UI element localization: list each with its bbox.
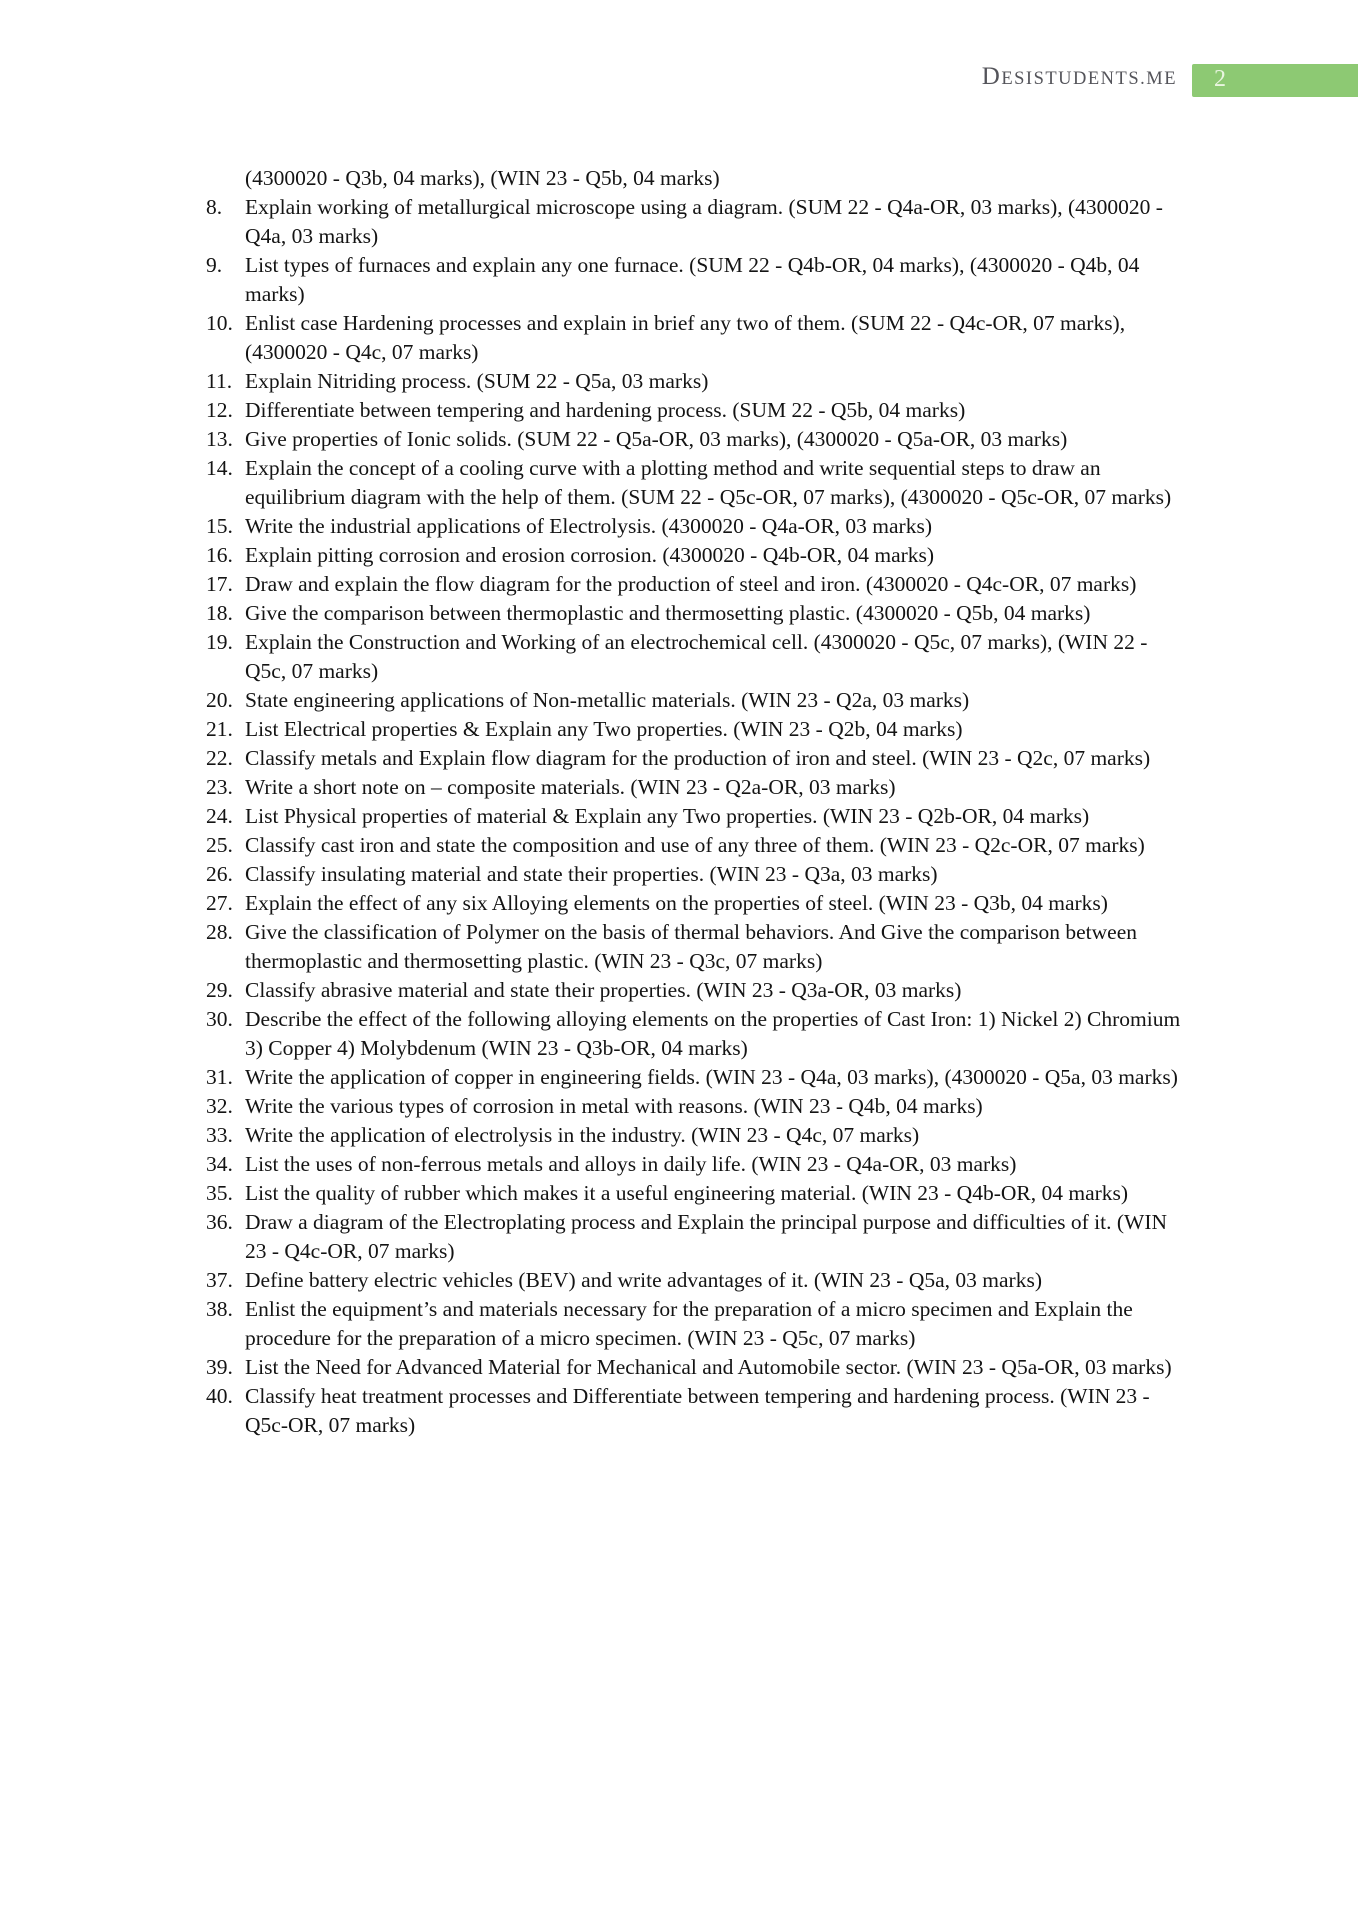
item-number: 9. (206, 253, 223, 277)
list-item (206, 1005, 1190, 1063)
item-text: Give the comparison between thermoplastic and thermosetting plastic. (4300020 - Q5b, 04 marks) (245, 601, 1091, 625)
item-number: 31. (206, 1065, 233, 1089)
item-number: 33. (206, 1123, 233, 1147)
item-number: 28. (206, 920, 233, 944)
item-number: 25. (206, 833, 233, 857)
items-container (206, 193, 1190, 1440)
item-number: 27. (206, 891, 233, 915)
item-number: 8. (206, 195, 223, 219)
list-item (206, 715, 1190, 744)
item-text: List the quality of rubber which makes it a useful engineering material. (WIN 23 - Q4b-OR, 04 marks) (245, 1181, 1129, 1205)
item-number: 38. (206, 1297, 233, 1321)
item-number: 37. (206, 1268, 233, 1292)
item-number: 16. (206, 543, 233, 567)
item-text: Explain pitting corrosion and erosion corrosion. (4300020 - Q4b-OR, 04 marks) (245, 543, 935, 567)
list-item (206, 570, 1190, 599)
item-text: Enlist the equipment’s and materials necessary for the preparation of a micro specimen and Explain the procedure for the preparation of a micro specimen. (WIN 23 - Q5c, 07 marks) (245, 1297, 1133, 1350)
list-item (206, 889, 1190, 918)
item-text: Define battery electric vehicles (BEV) and write advantages of it. (WIN 23 - Q5a, 03 marks) (245, 1268, 1042, 1292)
item-text: Classify insulating material and state their properties. (WIN 23 - Q3a, 03 marks) (245, 862, 938, 886)
item-number: 23. (206, 775, 233, 799)
item-text: Enlist case Hardening processes and explain in brief any two of them. (SUM 22 - Q4c-OR, 07 marks), (4300020 - Q4c, 07 marks) (245, 311, 1126, 364)
item-text: Explain Nitriding process. (SUM 22 - Q5a, 03 marks) (245, 369, 709, 393)
list-item (206, 1063, 1190, 1092)
item-text: Classify cast iron and state the composition and use of any three of them. (WIN 23 - Q2c-OR, 07 marks) (245, 833, 1145, 857)
list-item (206, 454, 1190, 512)
page-header (0, 0, 1358, 120)
list-item (206, 1179, 1190, 1208)
item-text: Explain working of metallurgical microscope using a diagram. (SUM 22 - Q4a-OR, 03 marks), (4300020 - Q4a, 03 marks) (245, 195, 1163, 248)
list-item (206, 918, 1190, 976)
list-item (206, 1353, 1190, 1382)
list-item (206, 309, 1190, 367)
item-number: 40. (206, 1384, 233, 1408)
item-text: Classify heat treatment processes and Differentiate between tempering and hardening process. (WIN 23 - Q5c-OR, 07 marks) (245, 1384, 1150, 1437)
item-text: List Electrical properties & Explain any Two properties. (WIN 23 - Q2b, 04 marks) (245, 717, 963, 741)
item-text: Give properties of Ionic solids. (SUM 22 - Q5a-OR, 03 marks), (4300020 - Q5a-OR, 03 marks) (245, 427, 1068, 451)
list-item (206, 860, 1190, 889)
item-number: 30. (206, 1007, 233, 1031)
list-item (206, 367, 1190, 396)
list-item (206, 1121, 1190, 1150)
item-number: 11. (206, 369, 233, 393)
list-item (206, 1266, 1190, 1295)
item-text: Explain the effect of any six Alloying elements on the properties of steel. (WIN 23 - Q3b, 04 marks) (245, 891, 1108, 915)
item-number: 36. (206, 1210, 233, 1234)
item-number: 39. (206, 1355, 233, 1379)
item-text: Write the various types of corrosion in metal with reasons. (WIN 23 - Q4b, 04 marks) (245, 1094, 983, 1118)
list-item (206, 396, 1190, 425)
page-number: 2 (1214, 66, 1226, 92)
list-item (206, 1150, 1190, 1179)
list-item (206, 686, 1190, 715)
item-number: 29. (206, 978, 233, 1002)
site-brand (982, 60, 1177, 93)
list-item (206, 976, 1190, 1005)
item-number: 32. (206, 1094, 233, 1118)
item-number: 26. (206, 862, 233, 886)
item-text: Write a short note on – composite materials. (WIN 23 - Q2a-OR, 03 marks) (245, 775, 896, 799)
item-text: Draw a diagram of the Electroplating process and Explain the principal purpose and difficulties of it. (WIN 23 - Q4c-OR, 07 marks) (245, 1210, 1168, 1263)
item-number: 24. (206, 804, 233, 828)
item-number: 22. (206, 746, 233, 770)
item-text: Classify metals and Explain flow diagram for the production of iron and steel. (WIN 23 - Q2c, 07 marks) (245, 746, 1151, 770)
item-text: Write the application of electrolysis in the industry. (WIN 23 - Q4c, 07 marks) (245, 1123, 920, 1147)
item-text: Write the application of copper in engineering fields. (WIN 23 - Q4a, 03 marks), (4300020 - Q5a, 03 marks) (245, 1065, 1178, 1089)
list-item (206, 251, 1190, 309)
list-item (206, 802, 1190, 831)
item-number: 17. (206, 572, 233, 596)
list-item (206, 193, 1190, 251)
item-text: List the Need for Advanced Material for Mechanical and Automobile sector. (WIN 23 - Q5a-OR, 03 marks) (245, 1355, 1172, 1379)
item-number: 12. (206, 398, 233, 422)
item-text: Classify abrasive material and state their properties. (WIN 23 - Q3a-OR, 03 marks) (245, 978, 962, 1002)
item-number: 34. (206, 1152, 233, 1176)
item-number: 10. (206, 311, 233, 335)
item-text: Explain the concept of a cooling curve with a plotting method and write sequential steps to draw an equilibrium diagram with the help of them. (SUM 22 - Q5c-OR, 07 marks), (4300020 - Q5c-OR, 07 marks) (245, 456, 1172, 509)
item-number: 19. (206, 630, 233, 654)
item-text: State engineering applications of Non-metallic materials. (WIN 23 - Q2a, 03 marks) (245, 688, 970, 712)
item-text: Describe the effect of the following alloying elements on the properties of Cast Iron: 1) Nickel 2) Chromium 3) Copper 4) Molybdenum (WIN 23 - Q3b-OR, 04 marks) (245, 1007, 1181, 1060)
list-item (206, 831, 1190, 860)
list-item (206, 628, 1190, 686)
item-text: List Physical properties of material & Explain any Two properties. (WIN 23 - Q2b-OR, 04 marks) (245, 804, 1090, 828)
item-text: Draw and explain the flow diagram for the production of steel and iron. (4300020 - Q4c-OR, 07 marks) (245, 572, 1137, 596)
item-text: Differentiate between tempering and hardening process. (SUM 22 - Q5b, 04 marks) (245, 398, 966, 422)
list-item (206, 541, 1190, 570)
list-item (206, 1295, 1190, 1353)
item-number: 13. (206, 427, 233, 451)
item-number: 21. (206, 717, 233, 741)
item-text: Write the industrial applications of Electrolysis. (4300020 - Q4a-OR, 03 marks) (245, 514, 932, 538)
list-item (206, 1208, 1190, 1266)
item-text: List types of furnaces and explain any one furnace. (SUM 22 - Q4b-OR, 04 marks), (4300020 - Q4b, 04 marks) (245, 253, 1140, 306)
brand-initial: D (981, 63, 1002, 90)
item-number: 20. (206, 688, 233, 712)
item-number: 35. (206, 1181, 233, 1205)
item-number: 14. (206, 456, 233, 480)
list-item (206, 599, 1190, 628)
item-text: Explain the Construction and Working of an electrochemical cell. (4300020 - Q5c, 07 marks), (WIN 22 - Q5c, 07 marks) (245, 630, 1148, 683)
list-item (206, 773, 1190, 802)
item-number: 15. (206, 514, 233, 538)
item-text: Give the classification of Polymer on the basis of thermal behaviors. And Give the comparison between thermoplastic and thermosetting plastic. (WIN 23 - Q3c, 07 marks) (245, 920, 1138, 973)
item-text: List the uses of non-ferrous metals and alloys in daily life. (WIN 23 - Q4a-OR, 03 marks) (245, 1152, 1017, 1176)
continuation-line: (4300020 - Q3b, 04 marks), (WIN 23 - Q5b, 04 marks) (245, 166, 720, 190)
question-list (206, 164, 1190, 1440)
list-item (206, 744, 1190, 773)
page-number-badge (1192, 64, 1358, 97)
list-item (206, 425, 1190, 454)
brand-rest: ESISTUDENTS.ME (1001, 69, 1177, 89)
list-item (206, 1382, 1190, 1440)
list-item (206, 512, 1190, 541)
item-number: 18. (206, 601, 233, 625)
list-item (206, 1092, 1190, 1121)
